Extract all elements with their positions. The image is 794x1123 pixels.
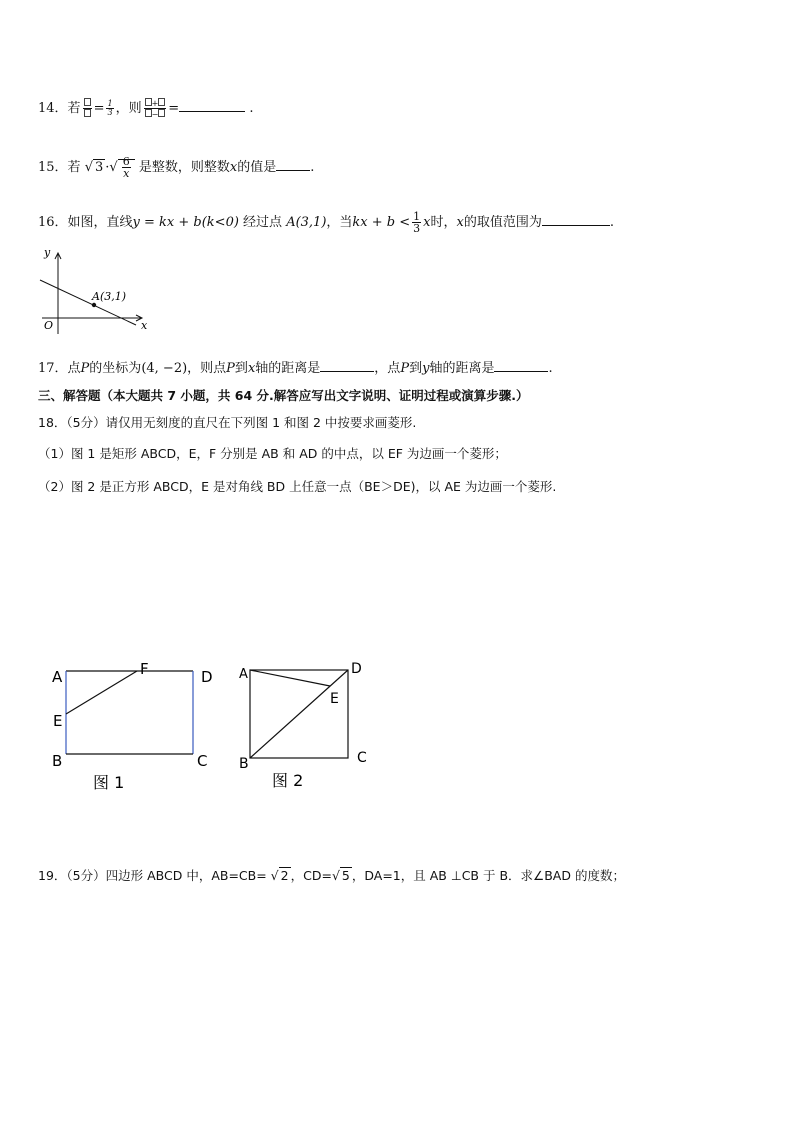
question-18-part-1: （1）图 1 是矩形 ABCD，E，F 分别是 AB 和 AD 的中点，以 EF 为边画一个菱形； [38,446,507,461]
variable: P [80,361,90,376]
text: 到 [234,361,248,376]
question-15: 15．若 √ 3 ·√ $\frac{6}{x}$ 是整数，则整数x的值是 . [38,155,315,180]
figure-1 [46,656,226,796]
question-17 [38,357,553,379]
text: 16．如图，直线 [38,215,133,230]
origin-label: O [44,319,54,332]
fraction-a-over-b [83,98,92,119]
y-label: y [44,246,51,259]
variable: x [247,361,256,376]
text: 的值是 [237,160,277,175]
label-d: D [351,661,362,677]
label-c: C [357,750,367,766]
point-a-label: A(3,1) [92,290,127,303]
label-e: E [330,691,339,707]
question-14 [38,97,253,119]
text: ，当 [326,215,353,230]
caption: 图 1 [93,773,125,792]
text: . [310,160,315,175]
question-18-header: 18．（5分）请仅用无刻度的直尺在下列图 1 和图 2 中按要求画菱形. [38,415,417,430]
question-number: 14． [38,101,68,116]
text: . [548,361,553,376]
equals-sign: = [168,101,180,116]
variable: x [423,215,431,230]
question-18-part-2: （2）图 2 是正方形 ABCD，E 是对角线 BD 上任意一点（BE＞DE)，以 AE 为边画一个菱形. [38,479,557,494]
radical-fraction: $\frac{6}{x}$ [118,159,135,175]
label-b: B [239,756,249,772]
text: 轴的距离是 [255,361,321,376]
label-a: A [239,667,248,682]
answer-blank[interactable] [179,97,245,112]
variable: x [229,160,238,175]
question-number: 15． [38,160,68,175]
caption: 图 2 [272,771,304,790]
answer-blank[interactable] [494,357,548,372]
text: ，则 [115,101,142,116]
text: 的坐标为 [89,361,142,376]
fraction-one-third: $\frac{1}{3}$ [107,99,113,117]
question-19: 19．（5分）四边形 ABCD 中，AB=CB= √ 2 ，CD=√ 5 ，DA=1，且 AB ⊥CB 于 B．求∠BAD 的度数； [38,868,625,883]
answer-blank[interactable] [542,211,610,226]
text: 若 [67,160,81,175]
label-d: D [201,668,213,686]
text: 19．（5分）四边形 ABCD 中，AB=CB= [38,868,267,883]
text: 时， [430,215,457,230]
radicand: 3 [94,160,104,175]
x-label: x [141,319,148,332]
text: ，点 [374,361,401,376]
text: . [245,101,254,116]
fraction-sum-over-diff: $\frac{+}{-}$ [144,98,167,119]
point-a [92,303,96,307]
figure-2 [234,656,384,796]
question-16 [38,211,614,234]
text: ，CD= [290,868,332,883]
label-e: E [53,712,63,730]
text: 轴的距离是 [429,361,495,376]
q16-graph [38,242,158,337]
text: 的取值范围为 [463,215,542,230]
line-equation: y = kx + b(k<0) [132,215,239,230]
answer-blank[interactable] [320,357,374,372]
label-b: B [52,752,63,770]
segment-ef [66,671,137,714]
label-c: C [197,752,208,770]
section-title: 三、解答题 [38,388,101,403]
inequality: kx + b < [352,215,411,230]
diagonal-bd [250,670,348,758]
answer-blank[interactable] [276,156,310,171]
point-label: A(3,1) [286,215,327,230]
text: 是整数，则整数 [134,160,230,175]
equals-sign: = [93,101,105,116]
variable: x [456,215,464,230]
text: 到 [409,361,423,376]
label-a: A [52,668,63,686]
variable: P [226,361,235,376]
fraction-one-third: $\frac{1}{3}$ [413,210,421,235]
section-note: （本大题共 7 小题，共 64 分.解答应写出文字说明、证明过程或演算步骤.） [100,388,529,403]
segment-ae [250,670,330,686]
text: 若 [67,101,81,116]
coordinate: (4, −2) [141,361,188,376]
text: ，DA=1，且 AB ⊥CB 于 B．求∠BAD 的度数； [351,868,625,883]
radicand: 5 [341,868,350,883]
text: 经过点 [238,215,287,230]
text: 17．点 [38,361,81,376]
section-header [38,386,529,406]
variable: y [422,361,430,376]
text: . [609,215,614,230]
dot: · [105,160,110,175]
variable: P [400,361,410,376]
text: ，则点 [187,361,227,376]
label-f: F [140,660,149,678]
radicand: 2 [280,868,289,883]
